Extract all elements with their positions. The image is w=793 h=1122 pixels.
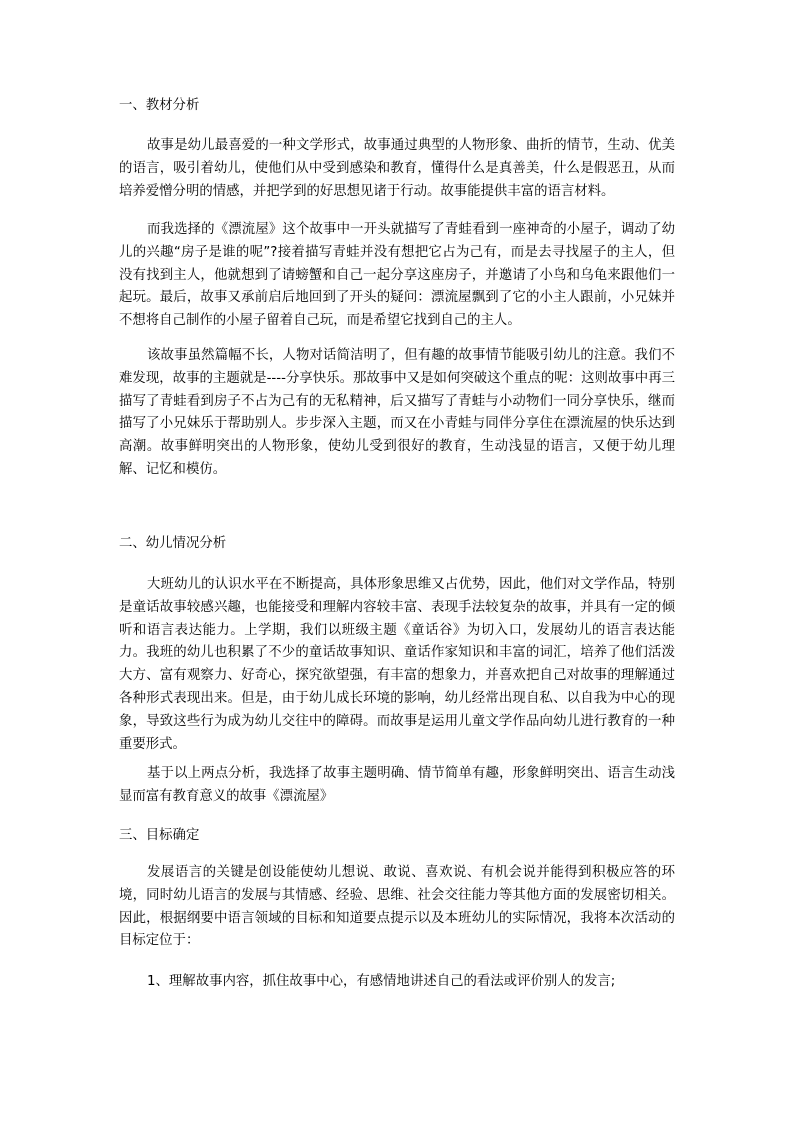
paragraph-1-2: 而我选择的《漂流屋》这个故事中一开头就描写了青蛙看到一座神奇的小屋子，调动了幼儿的兴趣“房子是谁的呢”?接着描写青蛙并没有想把它占为己有，而是去寻找屋子的主人，但没有找到主人，他就想到了请螃蟹和自己一起分享这座房子，并邀请了小鸟和乌龟来跟他们一起玩。最后，故事又承前启后地回到了开头的疑问：漂流屋飘到了它的小主人跟前，小兄妹并不想将自己制作的小屋子留着自己玩，而是希望它找到自己的主人。	[119, 222, 675, 329]
section-heading-3: 三、目标确定	[119, 828, 200, 843]
paragraph-1-3: 该故事虽然篇幅不长，人物对话简洁明了，但有趣的故事情节能吸引幼儿的注意。我们不难发现，故事的主题就是----分享快乐。那故事中又是如何突破这个重点的呢：这则故事中再三描写了青蛙看到房子不占为己有的无私精神，后又描写了青蛙与小动物们一同分享快乐，继而描写了小兄妹乐于帮助别人。步步深入主题，而又在小青蛙与同伴分享住在漂流屋的快乐达到高潮。故事鲜明突出的人物形象，使幼儿受到很好的教育，生动浅显的语言，又便于幼儿理解、记忆和模仿。	[119, 348, 675, 477]
list-item: 1、理解故事内容，抓住故事中心，有感情地讲述自己的看法或评价别人的发言;	[147, 974, 616, 989]
section-heading-1: 一、教材分析	[119, 98, 200, 113]
section-heading-2: 二、幼儿情况分析	[119, 536, 227, 551]
paragraph-1-1: 故事是幼儿最喜爱的一种文学形式，故事通过典型的人物形象、曲折的情节，生动、优美的语言，吸引着幼儿，使他们从中受到感染和教育，懂得什么是真善美，什么是假恶丑，从而培养爱憎分明的情感，并把学到的好思想见诸于行动。故事能提供丰富的语言材料。	[119, 138, 675, 199]
paragraph-3-1: 发展语言的关键是创设能使幼儿想说、敢说、喜欢说、有机会说并能得到积极应答的环境，同时幼儿语言的发展与其情感、经验、思维、社会交往能力等其他方面的发展密切相关。因此，根据纲要中语言领域的目标和知道要点提示以及本班幼儿的实际情况，我将本次活动的目标定位于：	[119, 865, 675, 949]
paragraph-2-1: 大班幼儿的认识水平在不断提高，具体形象思维又占优势，因此，他们对文学作品，特别是童话故事较感兴趣，也能接受和理解内容较丰富、表现手法较复杂的故事，并具有一定的倾听和语言表达能力。上学期，我们以班级主题《童话谷》为切入口，发展幼儿的语言表达能力。我班的幼儿也积累了不少的童话故事知识、童话作家知识和丰富的词汇，培养了他们活泼大方、富有观察力、好奇心，探究欲望强，有丰富的想象力，并喜欢把自己对故事的理解通过各种形式表现出来。但是，由于幼儿成长环境的影响，幼儿经常出现自私、以自我为中心的现象，导致这些行为成为幼儿交往中的障碍。而故事是运用儿童文学作品向幼儿进行教育的一种重要形式。	[119, 577, 675, 752]
paragraph-2-2: 基于以上两点分析，我选择了故事主题明确、情节简单有趣，形象鲜明突出、语言生动浅显而富有教育意义的故事《漂流屋》	[119, 766, 675, 804]
